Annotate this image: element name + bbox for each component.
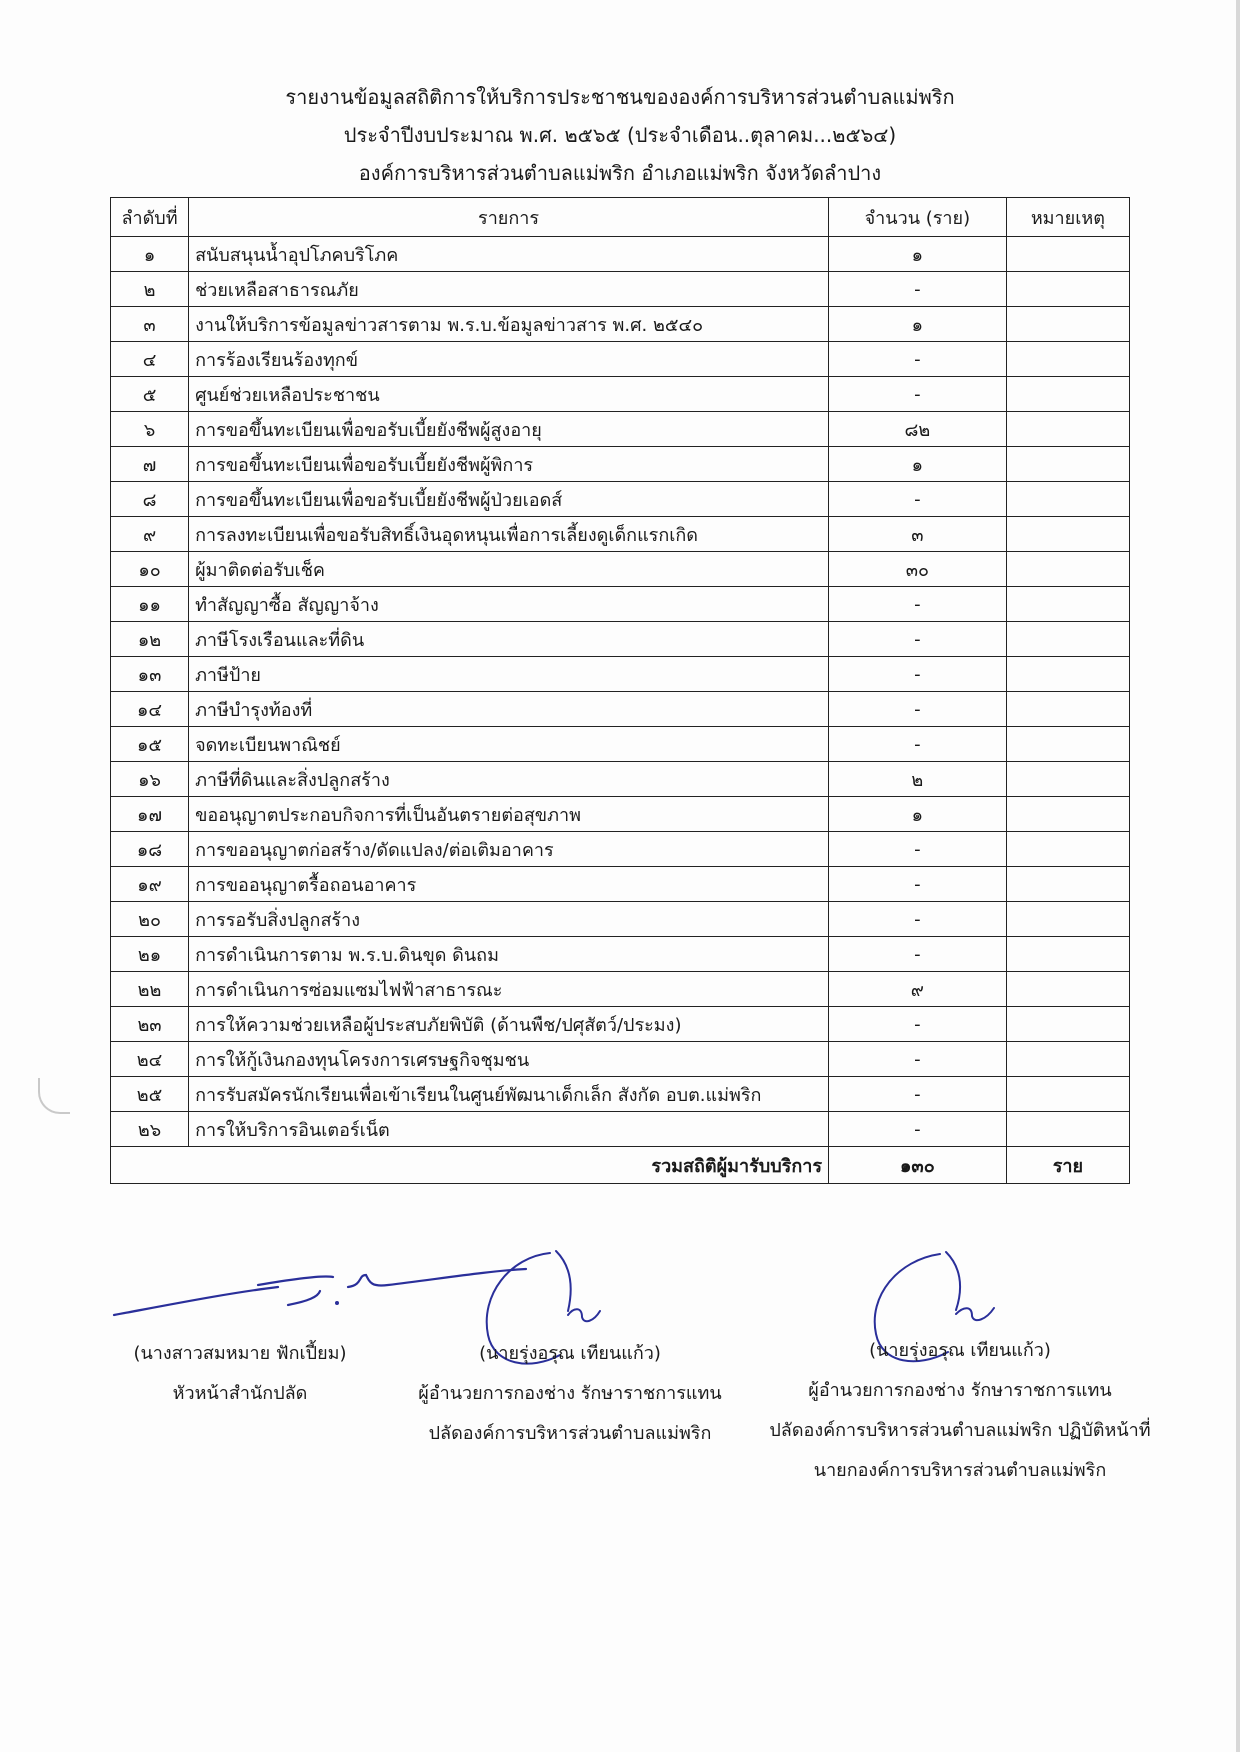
table-row: [111, 832, 1130, 867]
row-item: ทำสัญญาซื้อ สัญญาจ้าง: [189, 587, 829, 622]
row-number: ๑๓: [111, 657, 189, 692]
row-number: ๒๐: [111, 902, 189, 937]
row-note: [1006, 1077, 1129, 1112]
row-item: งานให้บริการข้อมูลข่าวสารตาม พ.ร.บ.ข้อมูลข่าวสาร พ.ศ. ๒๕๔๐: [189, 307, 829, 342]
table-row: [111, 937, 1130, 972]
row-count: ๘๒: [829, 412, 1007, 447]
row-note: [1006, 587, 1129, 622]
signer-1-name: (นางสาวสมหมาย ฟักเปี้ยม): [133, 1343, 347, 1364]
row-item: ช่วยเหลือสาธารณภัย: [189, 272, 829, 307]
row-note: [1006, 1042, 1129, 1077]
table-row: [111, 552, 1130, 587]
row-note: [1006, 1007, 1129, 1042]
row-count: -: [829, 342, 1007, 377]
row-count: ๙: [829, 972, 1007, 1007]
row-item: ผู้มาติดต่อรับเช็ค: [189, 552, 829, 587]
row-note: [1006, 692, 1129, 727]
row-note: [1006, 307, 1129, 342]
signer-3-name: (นายรุ่งอรุณ เทียนแก้ว): [869, 1340, 1051, 1361]
row-count: ๑: [829, 447, 1007, 482]
table-row: [111, 622, 1130, 657]
row-count: -: [829, 1112, 1007, 1147]
table-row: [111, 657, 1130, 692]
row-note: [1006, 727, 1129, 762]
signer-2-position-line-1: ผู้อำนวยการกองช่าง รักษาราชการแทน: [418, 1383, 722, 1404]
row-note: [1006, 412, 1129, 447]
table-row: [111, 902, 1130, 937]
row-number: ๕: [111, 377, 189, 412]
row-note: [1006, 867, 1129, 902]
report-period: ประจำปีงบประมาณ พ.ศ. ๒๕๖๕ (ประจำเดือน..ตุลาคม...๒๕๖๔): [343, 123, 897, 147]
row-note: [1006, 377, 1129, 412]
table-row: [111, 867, 1130, 902]
row-number: ๘: [111, 482, 189, 517]
row-item: การขออนุญาตก่อสร้าง/ดัดแปลง/ต่อเติมอาคาร: [189, 832, 829, 867]
table-row: [111, 1112, 1130, 1147]
report-organization: องค์การบริหารส่วนตำบลแม่พริก อำเภอแม่พริก จังหวัดลำปาง: [358, 161, 882, 185]
table-row: [111, 342, 1130, 377]
row-item: สนับสนุนน้ำอุปโภคบริโภค: [189, 237, 829, 272]
table-row: [111, 762, 1130, 797]
table-row: [111, 307, 1130, 342]
table-row: [111, 587, 1130, 622]
table-row: [111, 1042, 1130, 1077]
row-note: [1006, 622, 1129, 657]
row-count: -: [829, 622, 1007, 657]
row-item: การดำเนินการตาม พ.ร.บ.ดินขุด ดินถม: [189, 937, 829, 972]
row-count: ๒: [829, 762, 1007, 797]
document-header: [110, 78, 1130, 192]
row-count: -: [829, 937, 1007, 972]
row-note: [1006, 1112, 1129, 1147]
row-count: -: [829, 272, 1007, 307]
row-count: -: [829, 832, 1007, 867]
row-item: การให้บริการอินเตอร์เน็ต: [189, 1112, 829, 1147]
row-count: -: [829, 377, 1007, 412]
row-note: [1006, 762, 1129, 797]
table-row: [111, 412, 1130, 447]
table-row: [111, 1077, 1130, 1112]
table-row: [111, 272, 1130, 307]
row-note: [1006, 832, 1129, 867]
row-number: ๒๒: [111, 972, 189, 1007]
table-row: [111, 797, 1130, 832]
row-note: [1006, 237, 1129, 272]
row-note: [1006, 517, 1129, 552]
row-item: ภาษีที่ดินและสิ่งปลูกสร้าง: [189, 762, 829, 797]
table-row: [111, 447, 1130, 482]
table-row: [111, 482, 1130, 517]
row-item: การรับสมัครนักเรียนเพื่อเข้าเรียนในศูนย์พัฒนาเด็กเล็ก สังกัด อบต.แม่พริก: [189, 1077, 829, 1112]
row-count: -: [829, 587, 1007, 622]
row-note: [1006, 482, 1129, 517]
row-number: ๑๙: [111, 867, 189, 902]
table-row: [111, 237, 1130, 272]
row-item: การดำเนินการซ่อมแซมไฟฟ้าสาธารณะ: [189, 972, 829, 1007]
row-count: ๑: [829, 307, 1007, 342]
row-item: การลงทะเบียนเพื่อขอรับสิทธิ์เงินอุดหนุนเพื่อการเลี้ยงดูเด็กแรกเกิด: [189, 517, 829, 552]
signer-1-position: หัวหน้าสำนักปลัด: [172, 1383, 308, 1404]
row-item: การขอขึ้นทะเบียนเพื่อขอรับเบี้ยยังชีพผู้พิการ: [189, 447, 829, 482]
row-item: การขอขึ้นทะเบียนเพื่อขอรับเบี้ยยังชีพผู้ป่วยเอดส์: [189, 482, 829, 517]
row-number: ๑๔: [111, 692, 189, 727]
column-header-no: ลำดับที่: [111, 198, 189, 237]
signature-1-scribble: [108, 1245, 528, 1335]
table-row: [111, 972, 1130, 1007]
row-note: [1006, 937, 1129, 972]
row-count: -: [829, 867, 1007, 902]
signer-2-position-line-2: ปลัดองค์การบริหารส่วนตำบลแม่พริก: [428, 1423, 712, 1444]
punch-hole-mark: [38, 1078, 70, 1114]
row-note: [1006, 797, 1129, 832]
row-note: [1006, 272, 1129, 307]
signer-3-position-line-2: ปลัดองค์การบริหารส่วนตำบลแม่พริก ปฏิบัติหน้าที่: [769, 1420, 1151, 1441]
signer-3-position-line-1: ผู้อำนวยการกองช่าง รักษาราชการแทน: [808, 1380, 1112, 1401]
row-count: -: [829, 902, 1007, 937]
signature-block-1: [110, 1334, 370, 1414]
page-edge-shadow: [1236, 0, 1240, 1752]
row-note: [1006, 552, 1129, 587]
signer-3-position-line-3: นายกองค์การบริหารส่วนตำบลแม่พริก: [813, 1460, 1107, 1481]
total-value: ๑๓๐: [829, 1147, 1007, 1184]
table-row: [111, 377, 1130, 412]
column-header-item: รายการ: [189, 198, 829, 237]
row-item: การขอขึ้นทะเบียนเพื่อขอรับเบี้ยยังชีพผู้สูงอายุ: [189, 412, 829, 447]
row-count: -: [829, 727, 1007, 762]
row-number: ๗: [111, 447, 189, 482]
row-item: การให้ความช่วยเหลือผู้ประสบภัยพิบัติ (ด้านพืช/ปศุสัตว์/ประมง): [189, 1007, 829, 1042]
row-number: ๑๒: [111, 622, 189, 657]
row-number: ๑: [111, 237, 189, 272]
column-header-count: จำนวน (ราย): [829, 198, 1007, 237]
signature-block-3: [750, 1331, 1170, 1491]
row-item: ภาษีบำรุงท้องที่: [189, 692, 829, 727]
row-number: ๖: [111, 412, 189, 447]
row-number: ๑๖: [111, 762, 189, 797]
row-note: [1006, 657, 1129, 692]
row-number: ๒๓: [111, 1007, 189, 1042]
signer-2-name: (นายรุ่งอรุณ เทียนแก้ว): [479, 1343, 661, 1364]
row-note: [1006, 447, 1129, 482]
row-number: ๒๖: [111, 1112, 189, 1147]
row-item: การขออนุญาตรื้อถอนอาคาร: [189, 867, 829, 902]
row-number: ๔: [111, 342, 189, 377]
table-body: [111, 237, 1130, 1147]
row-item: ภาษีป้าย: [189, 657, 829, 692]
row-number: ๙: [111, 517, 189, 552]
row-count: -: [829, 692, 1007, 727]
row-number: ๒๔: [111, 1042, 189, 1077]
row-count: ๑: [829, 797, 1007, 832]
row-count: ๓๐: [829, 552, 1007, 587]
row-item: ขออนุญาตประกอบกิจการที่เป็นอันตรายต่อสุขภาพ: [189, 797, 829, 832]
total-label: รวมสถิติผู้มารับบริการ: [111, 1147, 829, 1184]
row-item: ศูนย์ช่วยเหลือประชาชน: [189, 377, 829, 412]
row-number: ๑๕: [111, 727, 189, 762]
row-number: ๒: [111, 272, 189, 307]
row-item: จดทะเบียนพาณิชย์: [189, 727, 829, 762]
row-note: [1006, 902, 1129, 937]
statistics-table: [110, 197, 1130, 1184]
row-count: -: [829, 1077, 1007, 1112]
row-number: ๓: [111, 307, 189, 342]
row-item: การร้องเรียนร้องทุกข์: [189, 342, 829, 377]
row-item: ภาษีโรงเรือนและที่ดิน: [189, 622, 829, 657]
row-item: การรอรับสิ่งปลูกสร้าง: [189, 902, 829, 937]
table-row: [111, 517, 1130, 552]
row-number: ๒๑: [111, 937, 189, 972]
row-note: [1006, 972, 1129, 1007]
table-row: [111, 1007, 1130, 1042]
row-number: ๑๘: [111, 832, 189, 867]
table-total-row: [111, 1147, 1130, 1184]
row-count: -: [829, 482, 1007, 517]
report-title: รายงานข้อมูลสถิติการให้บริการประชาชนขององค์การบริหารส่วนตำบลแม่พริก: [285, 85, 955, 109]
total-unit: ราย: [1006, 1147, 1129, 1184]
row-number: ๑๑: [111, 587, 189, 622]
table-header-row: [111, 198, 1130, 237]
column-header-note: หมายเหตุ: [1006, 198, 1129, 237]
row-count: ๑: [829, 237, 1007, 272]
row-note: [1006, 342, 1129, 377]
table-row: [111, 727, 1130, 762]
row-number: ๑๗: [111, 797, 189, 832]
row-number: ๒๕: [111, 1077, 189, 1112]
table-row: [111, 692, 1130, 727]
row-number: ๑๐: [111, 552, 189, 587]
signature-block-2: [400, 1334, 740, 1454]
row-count: -: [829, 1042, 1007, 1077]
row-item: การให้กู้เงินกองทุนโครงการเศรษฐกิจชุมชน: [189, 1042, 829, 1077]
row-count: ๓: [829, 517, 1007, 552]
row-count: -: [829, 657, 1007, 692]
row-count: -: [829, 1007, 1007, 1042]
